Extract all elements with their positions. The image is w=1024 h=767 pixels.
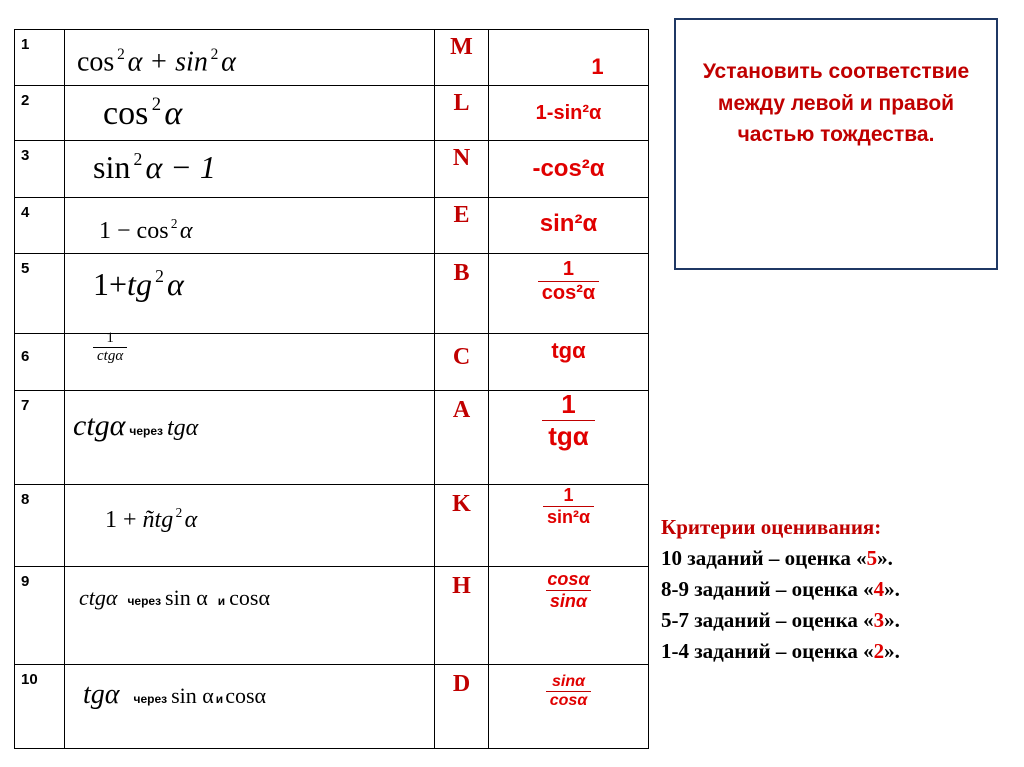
- letter-label: N: [435, 141, 489, 198]
- letter-label: H: [435, 567, 489, 665]
- right-answer: tgα: [489, 334, 649, 391]
- table-row: [15, 485, 649, 567]
- table-row: [15, 665, 649, 749]
- row-number: 2: [15, 86, 65, 141]
- row-number: 3: [15, 141, 65, 198]
- right-answer: sin²α: [489, 198, 649, 254]
- left-expression: tgα через sin α иcosα: [65, 665, 435, 749]
- criteria-line: 1-4 заданий – оценка «2».: [661, 639, 900, 663]
- left-expression: ctgα через tgα: [65, 391, 435, 485]
- left-expression: cos $^2$α: [65, 86, 435, 141]
- row-number: 7: [15, 391, 65, 485]
- row-number: 9: [15, 567, 65, 665]
- right-answer: $\frac{1}{\text{tgα}}$: [489, 391, 649, 485]
- criteria-title: Критерии оценивания:: [661, 515, 882, 539]
- criteria-line: 10 заданий – оценка «5».: [661, 546, 893, 570]
- table-row: [15, 198, 649, 254]
- criteria-line: 8-9 заданий – оценка «4».: [661, 577, 900, 601]
- right-answer: $\frac{1}{\text{sin²α}}$: [489, 485, 649, 567]
- row-number: 1: [15, 30, 65, 86]
- right-answer: $\frac{\cos\alpha}{\sin\alpha}$: [489, 567, 649, 665]
- left-expression: ctgα через sin α и cosα: [65, 567, 435, 665]
- letter-label: A: [435, 391, 489, 485]
- table-row: [15, 567, 649, 665]
- table-row: [15, 391, 649, 485]
- table-row: [15, 30, 649, 86]
- task-instruction-box: [674, 18, 998, 270]
- letter-label: M: [435, 30, 489, 86]
- letter-label: L: [435, 86, 489, 141]
- table-row: [15, 86, 649, 141]
- letter-label: K: [435, 485, 489, 567]
- row-number: 6: [15, 334, 65, 391]
- right-answer: -cos²α: [489, 141, 649, 198]
- table-row: [15, 254, 649, 334]
- right-answer: $\frac{\sin\alpha}{\cos\alpha}$: [489, 665, 649, 749]
- task-instruction: Установить соответствие между левой и правой частью тождества.: [702, 60, 970, 146]
- right-answer: $\frac{1}{\text{cos²α}}$: [489, 254, 649, 334]
- criteria-line: 5-7 заданий – оценка «3».: [661, 608, 900, 632]
- letter-label: B: [435, 254, 489, 334]
- left-expression: 1 ctgα: [65, 334, 435, 391]
- table-row: [15, 334, 649, 391]
- left-expression: sin $^2$α − 1: [65, 141, 435, 198]
- row-number: 8: [15, 485, 65, 567]
- left-expression: cos $^2$α + sin $^2$α: [65, 30, 435, 86]
- letter-label: C: [435, 334, 489, 391]
- left-expression: 1 + ñtg $^2$α: [65, 485, 435, 567]
- letter-label: E: [435, 198, 489, 254]
- row-number: 4: [15, 198, 65, 254]
- left-expression: 1+tg $^2$α: [65, 254, 435, 334]
- grading-criteria: [661, 512, 900, 667]
- table-row: [15, 141, 649, 198]
- row-number: 10: [15, 665, 65, 749]
- right-answer: 1-sin²α: [489, 86, 649, 141]
- right-answer: 1: [489, 30, 649, 86]
- left-expression: 1 − cos $^2$α: [65, 198, 435, 254]
- row-number: 5: [15, 254, 65, 334]
- identity-table: [14, 29, 649, 749]
- letter-label: D: [435, 665, 489, 749]
